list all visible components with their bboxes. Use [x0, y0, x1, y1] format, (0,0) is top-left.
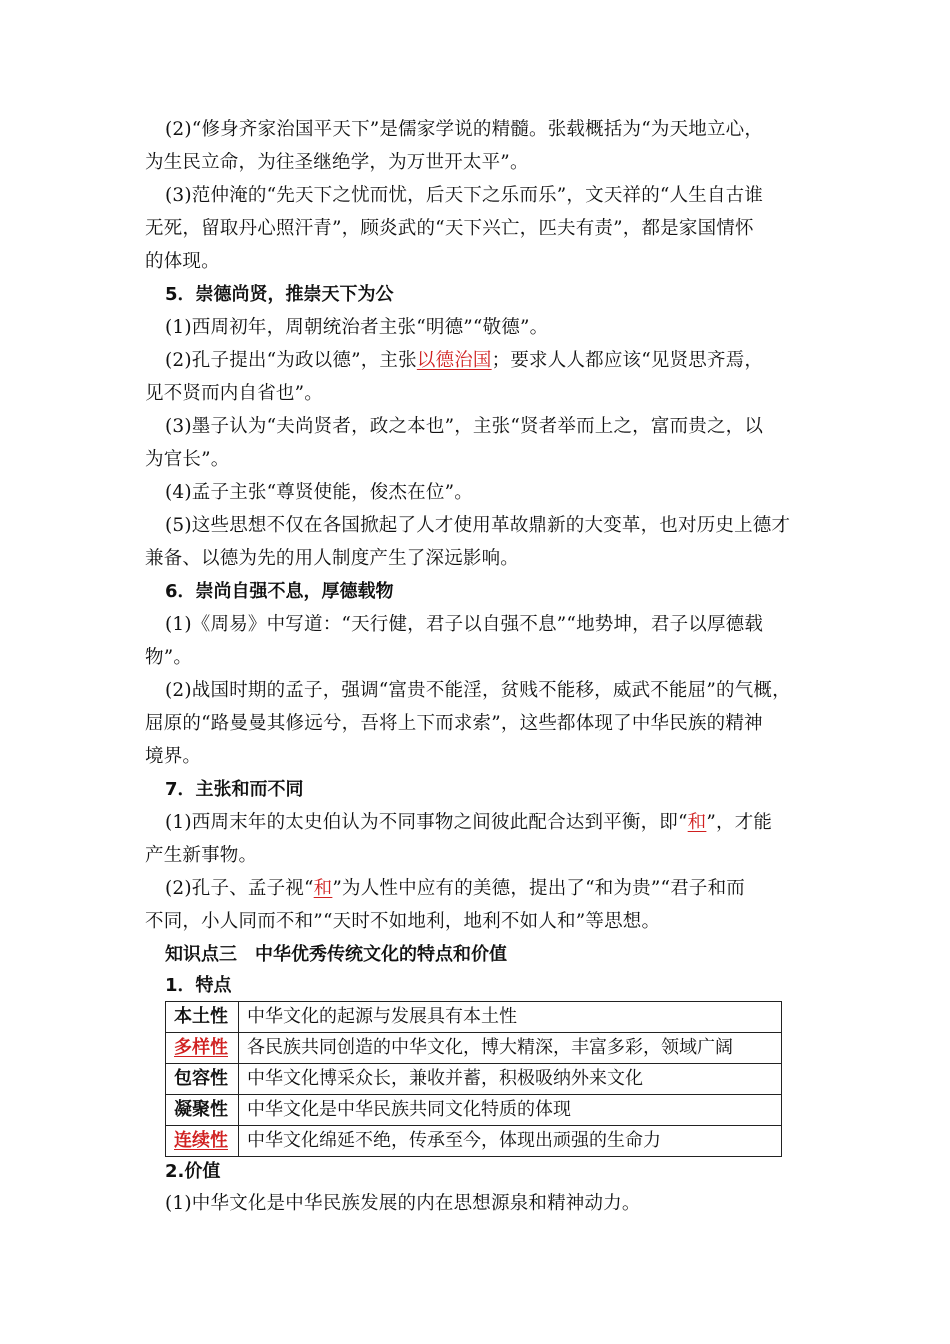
- feature-term: 本土性: [166, 1002, 239, 1033]
- value-subheading: 2.价值: [165, 1161, 221, 1182]
- features-subheading: 1．特点: [165, 975, 232, 996]
- s7-p1-highlight: 和: [687, 812, 707, 833]
- s4-p2-line2: 为生民立命，为往圣继绝学，为万世开太平”。: [145, 152, 529, 173]
- document-page: [145, 113, 810, 1220]
- feature-term: 多样性: [166, 1033, 239, 1064]
- s5-p2-line1: [145, 344, 810, 377]
- s7-p2-before: (2)孔子、孟子视“: [165, 878, 314, 899]
- s5-p3-line1: (3)墨子认为“夫尚贤者，政之本也”，主张“贤者举而上之，富而贵之，以: [165, 416, 764, 437]
- value-p1: (1)中华文化是中华民族发展的内在思想源泉和精神动力。: [165, 1193, 641, 1214]
- feature-description: 各民族共同创造的中华文化，博大精深，丰富多彩，领域广阔: [239, 1033, 782, 1064]
- feature-term: 连续性: [166, 1126, 239, 1157]
- section7-heading: 7．主张和而不同: [165, 779, 304, 800]
- s4-p3-line3: 的体现。: [145, 251, 220, 272]
- table-row: [166, 1002, 782, 1033]
- feature-term: 包容性: [166, 1064, 239, 1095]
- s5-p5-line2: 兼备、以德为先的用人制度产生了深远影响。: [145, 548, 520, 569]
- s6-p1-line1: (1)《周易》中写道：“天行健，君子以自强不息”“地势坤，君子以厚德载: [165, 614, 764, 635]
- feature-term: 凝聚性: [166, 1095, 239, 1126]
- s4-p3-line2: 无死，留取丹心照汗青”，顾炎武的“天下兴亡，匹夫有责”，都是家国情怀: [145, 218, 754, 239]
- s5-p4: (4)孟子主张“尊贤使能，俊杰在位”。: [165, 482, 473, 503]
- table-row: [166, 1033, 782, 1064]
- s5-p2-after: ；要求人人都应该“见贤思齐焉，: [491, 350, 764, 371]
- features-table-body: [166, 1002, 782, 1157]
- s7-p2-after: ”为人性中应有的美德，提出了“和为贵”“君子和而: [332, 878, 746, 899]
- s7-p1-line1: [145, 806, 810, 839]
- table-row: [166, 1095, 782, 1126]
- table-row: [166, 1064, 782, 1095]
- feature-description: 中华文化博采众长，兼收并蓄，积极吸纳外来文化: [239, 1064, 782, 1095]
- s6-p2-line1: (2)战国时期的孟子，强调“富贵不能淫，贫贱不能移，威武不能屈”的气概，: [165, 680, 791, 701]
- s5-p2-line2: 见不贤而内自省也”。: [145, 383, 323, 404]
- s7-p1-after: ”，才能: [706, 812, 773, 833]
- s5-p5-line1: (5)这些思想不仅在各国掀起了人才使用革故鼎新的大变革，也对历史上德才: [165, 515, 791, 536]
- s7-p1-line2: 产生新事物。: [145, 845, 258, 866]
- feature-description: 中华文化绵延不绝，传承至今，体现出顽强的生命力: [239, 1126, 782, 1157]
- features-table: [165, 1001, 782, 1157]
- s7-p1-before: (1)西周末年的太史伯认为不同事物之间彼此配合达到平衡，即“: [165, 812, 688, 833]
- feature-description: 中华文化是中华民族共同文化特质的体现: [239, 1095, 782, 1126]
- s7-p2-line2: 不同，小人同而不和”“天时不如地利，地利不如人和”等思想。: [145, 911, 661, 932]
- s4-p2-line1: (2)“修身齐家治国平天下”是儒家学说的精髓。张载概括为“为天地立心，: [165, 119, 764, 140]
- section6-heading: 6．崇尚自强不息，厚德载物: [165, 581, 394, 602]
- feature-description: 中华文化的起源与发展具有本土性: [239, 1002, 782, 1033]
- s4-p3-line1: (3)范仲淹的“先天下之忧而忧，后天下之乐而乐”，文天祥的“人生自古谁: [165, 185, 764, 206]
- s5-p2-before: (2)孔子提出“为政以德”，主张: [165, 350, 417, 371]
- s7-p2-line1: [145, 872, 810, 905]
- section5-heading: 5．崇德尚贤，推崇天下为公: [165, 284, 394, 305]
- s6-p2-line2: 屈原的“路曼曼其修远兮，吾将上下而求索”，这些都体现了中华民族的精神: [145, 713, 763, 734]
- s7-p2-highlight: 和: [313, 878, 333, 899]
- knowledge3-heading: 知识点三 中华优秀传统文化的特点和价值: [165, 944, 507, 965]
- s6-p1-line2: 物”。: [145, 647, 193, 668]
- s5-p1: (1)西周初年，周朝统治者主张“明德”“敬德”。: [165, 317, 549, 338]
- s5-p3-line2: 为官长”。: [145, 449, 230, 470]
- s5-p2-highlight: 以德治国: [416, 350, 492, 371]
- s6-p2-line3: 境界。: [145, 746, 202, 767]
- table-row: [166, 1126, 782, 1157]
